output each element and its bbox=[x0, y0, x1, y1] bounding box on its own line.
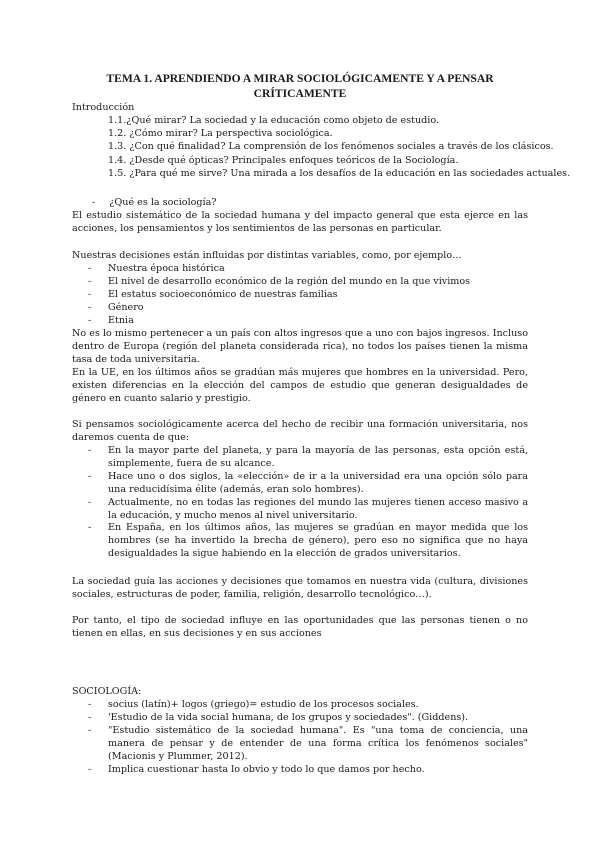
list-item: - Actualmente, no en todas las regiones del mundo las mujeres tienen acceso masivo a la educación, y mucho menos al nivel universitario. bbox=[88, 497, 528, 523]
toc-item: 1.4. ¿Desde qué ópticas? Principales enfoques teóricos de la Sociología. bbox=[108, 154, 459, 166]
list-item: - El nivel de desarrollo económico de la región del mundo en la que vivimos bbox=[88, 276, 528, 289]
list-item: - El estatus socioeconómico de nuestras familias bbox=[88, 289, 528, 302]
decisions-intro: Nuestras decisiones están influidas por distintas variables, como, por ejemplo… bbox=[72, 250, 462, 261]
list-item: - 'Estudio de la vida social humana, de los grupos y sociedades". (Giddens). bbox=[88, 712, 528, 725]
table-of-contents bbox=[108, 115, 571, 181]
question-text: ¿Qué es la sociología? bbox=[109, 197, 217, 208]
list-item: - En la mayor parte del planeta, y para la mayoría de las personas, esta opción está, simplemente, fuera de su alcance. bbox=[88, 445, 528, 471]
list-item: - socius (latín)+ logos (griego)= estudio de los procesos sociales. bbox=[88, 699, 528, 712]
formacion-paragraph: Si pensamos sociológicamente acerca del hecho de recibir una formación universitaria, nos daremos cuenta de que: bbox=[72, 419, 528, 443]
title-line-1: TEMA 1. APRENDIENDO A MIRAR SOCIOLÓGICAMENTE Y A PENSAR bbox=[106, 72, 494, 85]
list-item: - Implica cuestionar hasta lo obvio y todo lo que damos por hecho. bbox=[88, 764, 528, 777]
toc-item: 1.1.¿Qué mirar? La sociedad y la educación como objeto de estudio. bbox=[108, 115, 440, 126]
list-item: - Etnia bbox=[88, 315, 528, 328]
document-title bbox=[60, 71, 540, 101]
title-line-2: CRÍTICAMENTE bbox=[253, 87, 347, 100]
question-heading: - ¿Qué es la sociología? bbox=[92, 197, 217, 208]
toc-item: 1.5. ¿Para qué me sirve? Una mirada a los desafíos de la educación en las sociedades actuales. bbox=[108, 167, 571, 179]
toc-item: 1.2. ¿Cómo mirar? La perspectiva sociológica. bbox=[108, 128, 333, 140]
list-item: - "Estudio sistemático de la sociedad humana". Es "una toma de conciencia, una manera de pensar y de entender de una forma crítica los fenómenos sociales" (Macionis y Plummer, 2012). bbox=[88, 725, 528, 764]
list-item: - En España, en los últimos años, las mujeres se gradúan en mayor medida que los hombres (se ha invertido la brecha de género), pero eso no significa que no haya desigualdades la sigue habiendo en la elección de grados universitarios. bbox=[88, 522, 528, 561]
definition-paragraph: El estudio sistemático de la sociedad humana y del impacto general que esta ejerce en las acciones, los pensamientos y los sentimientos de las personas en particular. bbox=[72, 210, 528, 234]
intro-label: Introducción bbox=[72, 102, 135, 113]
list-item: - Hace uno o dos siglos, la «elección» de ir a la universidad era una opción sólo para una reducidísima élite (además, eran solo hombres). bbox=[88, 471, 528, 497]
tipo-paragraph: Por tanto, el tipo de sociedad influye en las oportunidades que las personas tienen o no tienen en ellas, en sus decisiones y en sus acciones bbox=[72, 615, 528, 639]
formacion-list bbox=[88, 445, 528, 561]
guia-paragraph: La sociedad guía las acciones y decisiones que tomamos en nuestra vida (cultura, divisiones sociales, estructuras de poder, familia, religión, desarrollo tecnológico…). bbox=[72, 576, 528, 600]
list-item: - Género bbox=[88, 302, 528, 315]
income-paragraph: No es lo mismo pertenecer a un país con altos ingresos que a uno con bajos ingresos. Incluso dentro de Europa (región del planeta considerada rica), no todos los países tienen la misma tasa de toda universitaria. bbox=[72, 328, 528, 365]
list-item: - Nuestra época histórica bbox=[88, 263, 528, 276]
sociologia-label: SOCIOLOGÍA: bbox=[72, 686, 142, 697]
variables-list bbox=[88, 263, 528, 328]
sociologia-list bbox=[88, 699, 528, 776]
ue-paragraph: En la UE, en los últimos años se gradúan más mujeres que hombres en la universidad. Pero, existen diferencias en la elección del campos de estudio que generan desigualdades de género en cuanto salario y prestigio. bbox=[72, 367, 528, 404]
toc-item: 1.3. ¿Con qué finalidad? La comprensión de los fenómenos sociales a través de los clásicos. bbox=[108, 141, 554, 153]
